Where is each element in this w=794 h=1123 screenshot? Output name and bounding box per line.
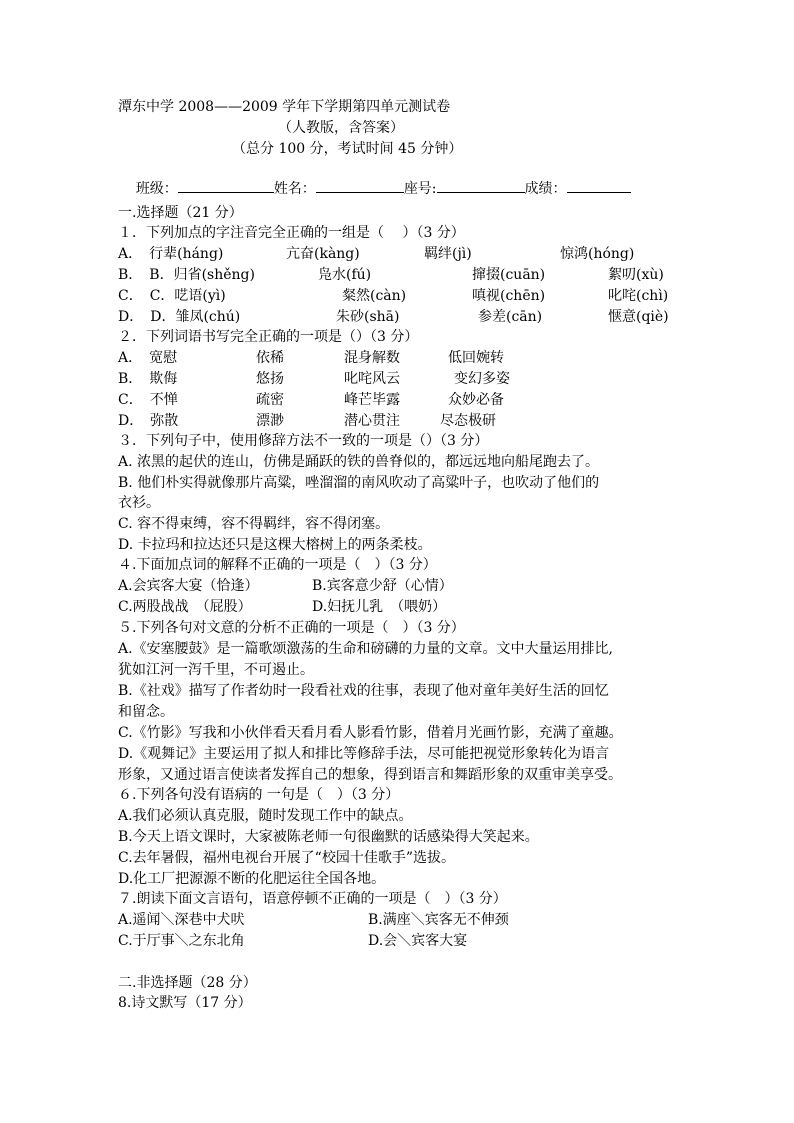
section2-heading: 二.非选择题（28 分） — [118, 975, 257, 991]
q2-stem: ２．下列词语书写完全正确的一项是（）（3 分） — [118, 329, 419, 345]
q5-option-c: C.《竹影》写我和小伙伴看天看月看人影看竹影，借着月光画竹影，充满了童趣。 — [118, 725, 623, 741]
q3-option-b: B. 他们朴实得就像那片高粱，唑溜溜的南风吹动了高粱叶子，也吹动了他们的 — [118, 475, 600, 491]
q2-d-1: D． 弥散 — [118, 413, 179, 429]
q1-a-3: 羁绊(jì) — [424, 246, 472, 262]
q1-d-1: D． D．雏凤(chú) — [118, 309, 241, 325]
q5-option-d: D.《观舞记》主要运用了拟人和排比等修辞手法，尽可能把视觉形象转化为语言 — [118, 746, 610, 762]
q1-stem: １．下列加点的字注音完全正确的一组是（ ）（3 分） — [118, 225, 465, 241]
q6-option-b: B.今天上语文课时，大家被陈老师一句很幽默的话感染得大笑起来。 — [118, 829, 539, 845]
q7-option-b: B.满座＼宾客无不伸颈 — [368, 912, 509, 928]
q5-stem: ５.下列各句对文意的分析不正确的一项是（ ）（3 分） — [118, 620, 465, 636]
grade-label: 成绩： — [524, 181, 567, 197]
seat-label: 座号: — [403, 181, 437, 197]
exam-title: 潭东中学 2008——2009 学年下学期第四单元测试卷 — [118, 99, 451, 115]
q5-option-d-cont: 形象，又通过语言使读者发挥自己的想象，得到语言和舞蹈形象的双重审美享受。 — [118, 767, 622, 783]
q1-b-3: 撺掇(cuān) — [472, 267, 546, 283]
q2-d-4: 尽态极研 — [440, 413, 496, 429]
q2-a-3: 混身解数 — [344, 350, 400, 366]
q4-stem: ４.下面加点词的解释不正确的一项是（ ）（3 分） — [118, 557, 437, 573]
q1-b-2: 凫水(fú) — [318, 267, 372, 283]
q1-a-1: A． 行辈(háng) — [118, 246, 224, 262]
name-blank[interactable] — [316, 178, 404, 193]
q2-c-4: 众妙必备 — [448, 392, 504, 408]
q2-c-1: C． 不惮 — [118, 392, 178, 408]
q5-option-b-cont: 和留念。 — [118, 704, 174, 720]
q1-c-1: C． C．呓语(yì) — [118, 288, 226, 304]
q1-d-3: 参差(cān) — [478, 309, 543, 325]
q1-c-3: 嗔视(chēn) — [472, 288, 546, 304]
q4-option-d: D.妇抚儿乳 （喂奶） — [312, 599, 447, 615]
q1-b-1: B． B．归省(shěng) — [118, 267, 255, 283]
name-label: 姓名： — [273, 181, 316, 197]
q1-a-4: 惊鸿(hóng) — [560, 246, 635, 262]
q3-option-d: D. 卡拉玛和拉达还只是这棵大榕树上的两条柔枝。 — [118, 537, 432, 553]
q6-option-c: C.去年暑假，福州电视台开展了“校园十佳歌手”选拔。 — [118, 850, 455, 866]
q6-stem: ６.下列各句没有语病的 一句是（ ）（3 分） — [118, 787, 400, 803]
q7-option-d: D.会＼宾客大宴 — [368, 933, 468, 949]
q2-b-4: 变幻多姿 — [454, 371, 510, 387]
q3-stem: ３．下列句子中，使用修辞方法不一致的一项是（）（3 分） — [118, 433, 489, 449]
q2-b-1: B． 欺侮 — [118, 371, 178, 387]
q5-option-a-cont: 犹如江河一泻千里，不可遏止。 — [118, 662, 314, 678]
exam-score-note: （总分 100 分，考试时间 45 分钟） — [232, 141, 463, 157]
q6-option-d: D.化工厂把源源不断的化肥运往全国各地。 — [118, 871, 386, 887]
q1-d-4: 惬意(qiè) — [608, 309, 669, 325]
q2-c-3: 峰芒毕露 — [344, 392, 400, 408]
section1-heading: 一.选择题（21 分） — [118, 205, 243, 221]
q5-option-b: B.《社戏》描写了作者幼时一段看社戏的往事，表现了他对童年美好生活的回忆 — [118, 683, 609, 699]
q4-option-c: C.两股战战 （屁股） — [118, 599, 252, 615]
q2-a-4: 低回婉转 — [448, 350, 504, 366]
q7-option-c: C.于厅事＼之东北角 — [118, 933, 245, 949]
q2-d-2: 漂渺 — [256, 413, 284, 429]
q7-stem: ７.朗读下面文言语句，语意停顿不正确的一项是（ ）（3 分） — [118, 891, 507, 907]
q1-a-2: 亢奋(kàng) — [286, 246, 360, 262]
class-label: 班级： — [135, 181, 178, 197]
q4-option-a: A.会宾客大宴（恰逢） — [118, 578, 259, 594]
q6-option-a: A.我们必须认真克服，随时发现工作中的缺点。 — [118, 808, 413, 824]
q3-option-b-cont: 衣衫。 — [118, 495, 160, 511]
q1-b-4: 絮叨(xù) — [608, 267, 664, 283]
exam-subtitle: （人教版，含答案） — [278, 120, 404, 136]
q2-c-2: 疏密 — [256, 392, 284, 408]
q2-b-3: 叱咤风云 — [344, 371, 400, 387]
q1-d-2: 朱砂(shā) — [336, 309, 400, 325]
class-blank[interactable] — [178, 178, 274, 193]
q2-d-3: 潜心贯注 — [344, 413, 400, 429]
q3-option-a: A. 浓黑的起伏的连山，仿佛是踊跃的铁的兽脊似的，都远远地向船尾跑去了。 — [118, 454, 600, 470]
q1-c-4: 叱咤(chì) — [608, 288, 669, 304]
seat-blank[interactable] — [437, 178, 525, 193]
q2-a-2: 依稀 — [256, 350, 284, 366]
q8-stem: 8.诗文默写（17 分） — [118, 995, 252, 1011]
grade-blank[interactable] — [567, 178, 631, 193]
q7-option-a: A.遥闻＼深巷中犬吠 — [118, 912, 245, 928]
q3-option-c: C. 容不得束缚，容不得羁绊，容不得闭塞。 — [118, 516, 390, 532]
q5-option-a: A.《安塞腰鼓》是一篇歌颂激荡的生命和磅礴的力量的文章。文中大量运用排比, — [118, 641, 614, 657]
q2-a-1: A． 宽慰 — [118, 350, 178, 366]
q4-option-b: B.宾客意少舒（心情） — [312, 578, 453, 594]
q1-c-2: 粲然(càn) — [342, 288, 407, 304]
q2-b-2: 悠扬 — [256, 371, 284, 387]
